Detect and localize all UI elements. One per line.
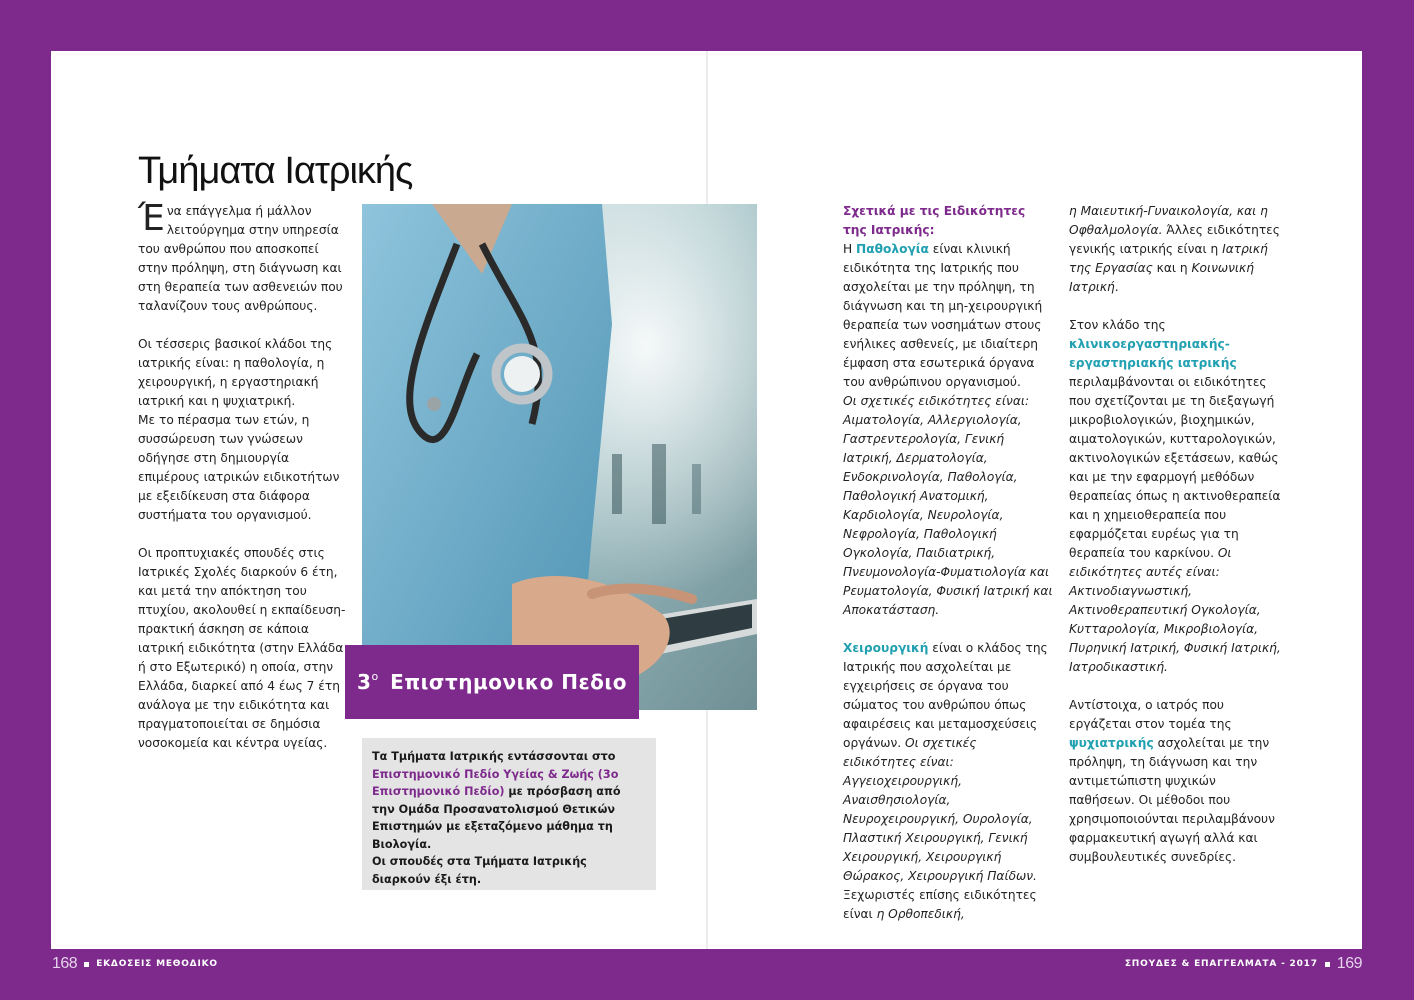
footer-bullet-icon <box>1325 962 1330 967</box>
intro-text: να επάγγελμα ή μάλλον λειτούργημα στην υπηρεσία του ανθρώπου που αποσκοπεί στην πρόληψη, στη διάγνωση και στη θεραπεία των ασθενειών που ταλανίζουν τους ανθρώπους. <box>138 204 343 313</box>
occupational-medicine: Ιατρική της Εργασίας <box>1069 242 1268 275</box>
lab-pre: Στον κλάδο της <box>1069 318 1166 332</box>
lab-medicine-text: περιλαμβάνονται οι ειδικότητες που σχετίζονται με τη διεξαγωγή μικροβιολογικών, βιοχημικών, αιματολογικών, κυτταρολογικών, ακτινολογικών εξετάσεων, καθώς και με την εφαρμογή μεθόδων θεραπείας όπως η ακτινοθεραπεία και η χημειοθεραπεία που εφαρμόζεται ευρέως για τη θεραπεία του καρκίνου. <box>1069 375 1281 560</box>
branches-text: Οι τέσσερις βασικοί κλάδοι της ιατρικής είναι: η παθολογία, η χειρουργική, η εργαστηριακή ιατρική και η ψυχιατρική. <box>138 337 333 408</box>
period: . <box>1114 280 1119 294</box>
pathology-text: είναι κλινική ειδικότητα της Ιατρικής που ασχολείται με την πρόληψη, τη διάγνωση και τη μη-χειρουργική θεραπεία των νοσημάτων στους ενήλικες ασθενείς, με ιδιαίτερη έμφαση στα εσωτερικά όργανα του ανθρώπινου οργανισμού. <box>843 242 1043 389</box>
doctor-illustration <box>362 204 757 710</box>
gynecology-text: η Μαιευτική-Γυναικολογία, και η Οφθαλμολογία. <box>1069 204 1268 237</box>
branches-paragraph <box>138 335 346 525</box>
page-title: Τμήματα Ιατρικής <box>138 150 413 192</box>
info-duration: Οι σπουδές στα Τμήματα Ιατρικής διαρκούν έξι έτη. <box>372 855 587 886</box>
psychiatry-term: ψυχιατρικής <box>1069 736 1154 750</box>
social-medicine: Κοινωνική Ιατρική <box>1069 261 1254 294</box>
banner-number: 3 <box>357 670 372 694</box>
lab-medicine-term: κλινικοεργαστηριακής-εργαστηριακής ιατρικής <box>1069 337 1237 370</box>
surgery-term: Χειρουργική <box>843 641 929 655</box>
publication-title: ΣΠΟΥΔΕΣ & ΕΠΑΓΓΕΛΜΑΤΑ - 2017 <box>1124 959 1318 969</box>
other-specialties-paragraph <box>1069 202 1281 297</box>
drop-cap: Έ <box>138 198 165 239</box>
top-purple-band <box>707 0 1414 20</box>
banner-text: Επιστημονικο Πεδιο <box>390 670 627 694</box>
publisher-name: ΕΚΔΟΣΕΙΣ ΜΕΘΟΔΙΚΟ <box>96 959 218 969</box>
orthopedics-text: η Ορθοπεδική, <box>876 907 965 921</box>
intro-column <box>138 198 346 753</box>
footer-bullet-icon <box>84 962 89 967</box>
info-field-highlight: Επιστημονικό Πεδίο Υγείας & Ζωής (3ο Επιστημονικό Πεδίο) <box>372 767 619 798</box>
surgery-paragraph <box>843 639 1053 924</box>
admission-info-box <box>362 738 656 890</box>
lab-medicine-paragraph <box>1069 316 1281 677</box>
psychiatry-text: ασχολείται με την πρόληψη, τη διάγνωση και την αντιμετώπιστη ψυχικών παθήσεων. Οι μέθοδοι που χρησιμοποιούνται περιλαμβάνουν φαρμακευτική αγωγή αλλά και συμβουλευτικές συνεδρίες. <box>1069 736 1275 864</box>
other-specialties-text: Ξεχωριστές επίσης ειδικότητες είναι <box>843 888 1037 921</box>
studies-paragraph: Οι προπτυχιακές σπουδές στις Ιατρικές Σχολές διαρκούν 6 έτη, και μετά την απόκτηση του πτυχίου, ακολουθεί η εκπαίδευση-πρακτική άσκηση σε κάποια ιατρική ειδικότητα (στην Ελλάδα ή στο Εξωτερικό) η οποία, στην Ελλάδα, διαρκεί από 4 έως 7 έτη ανάλογα με την ειδικότητα και πραγματοποιείται σε δημόσια νοσοκομεία και κέντρα υγείας. <box>138 546 346 750</box>
surgery-specialties: Οι σχετικές ειδικότητες είναι: Αγγειοχειρουργική, Αναισθησιολογία, Νευροχειρουργική, Ουρολογία, Πλαστική Χειρουργική, Γενική Χειρουργική, Χειρουργική Θώρακος, Χειρουργική Παίδων. <box>843 736 1037 883</box>
pathology-paragraph <box>843 202 1053 620</box>
lab-specialties: Οι ειδικότητες αυτές είναι: Ακτινοδιαγνωστική, Ακτινοθεραπευτική Ογκολογία, Κυτταρολογία, Μικροβιολογία, Πυρηνική Ιατρική, Φυσική Ιατρική, Ιατροδικαστική. <box>1069 546 1281 674</box>
surgery-text: είναι ο κλάδος της Ιατρικής που ασχολείται με εγχειρήσεις σε όργανα του σώματος του ανθρώπου όπως αφαιρέσεις και μεταμοσχεύσεις οργάνων. <box>843 641 1048 750</box>
pathology-pre: Η <box>843 242 857 256</box>
pathology-term: Παθολογία <box>856 242 929 256</box>
conjunction-text: και η <box>1152 261 1192 275</box>
doctor-photo <box>362 204 757 710</box>
info-text-2: με πρόσβαση από την Ομάδα Προσανατολισμού Θετικών Επιστημών με εξεταζόμενο μάθημα τη Βιολογία. <box>372 785 621 851</box>
specialties-heading: Σχετικά με τις Ειδικότητες της Ιατρικής: <box>843 204 1026 237</box>
page-number-left: 168 <box>52 955 78 972</box>
pathology-specialties: Οι σχετικές ειδικότητες είναι: Αιματολογία, Αλλεργιολογία, Γαστρεντερολογία, Γενική Ιατρική, Δερματολογία, Ενδοκρινολογία, Παθολογία, Παθολογική Ανατομική, Καρδιολογία, Νευρολογία, Νεφρολογία, Παθολογική Ογκολογία, Παιδιατρική, Πνευμονολογία-Φυματιολογία και Ρευματολογία, Φυσική Ιατρική και Αποκατάσταση. <box>843 394 1053 617</box>
general-medicine-text: Άλλες ειδικότητες γενικής ιατρικής είναι η <box>1069 223 1280 256</box>
footer-left <box>52 954 218 974</box>
specialties-column-2 <box>1069 202 1281 867</box>
specialties-column-1 <box>843 202 1053 924</box>
specialties-text: Με το πέρασμα των ετών, η συσσώρευση των γνώσεων οδήγησε στη δημιουργία επιμέρους ιατρικών ειδικοτήτων με εξειδίκευση στα διάφορα συστήματα του οργανισμού. <box>138 413 340 522</box>
footer-right <box>1125 954 1362 974</box>
scientific-field-banner <box>345 645 639 719</box>
psychiatry-pre: Αντίστοιχα, ο ιατρός που εργάζεται στον τομέα της <box>1069 698 1232 731</box>
page-number-right: 169 <box>1336 955 1362 972</box>
banner-ordinal: ο <box>371 669 379 683</box>
intro-paragraph <box>138 198 346 316</box>
psychiatry-paragraph <box>1069 696 1281 867</box>
info-text-1: Τα Τμήματα Ιατρικής εντάσσονται στο <box>372 750 616 763</box>
